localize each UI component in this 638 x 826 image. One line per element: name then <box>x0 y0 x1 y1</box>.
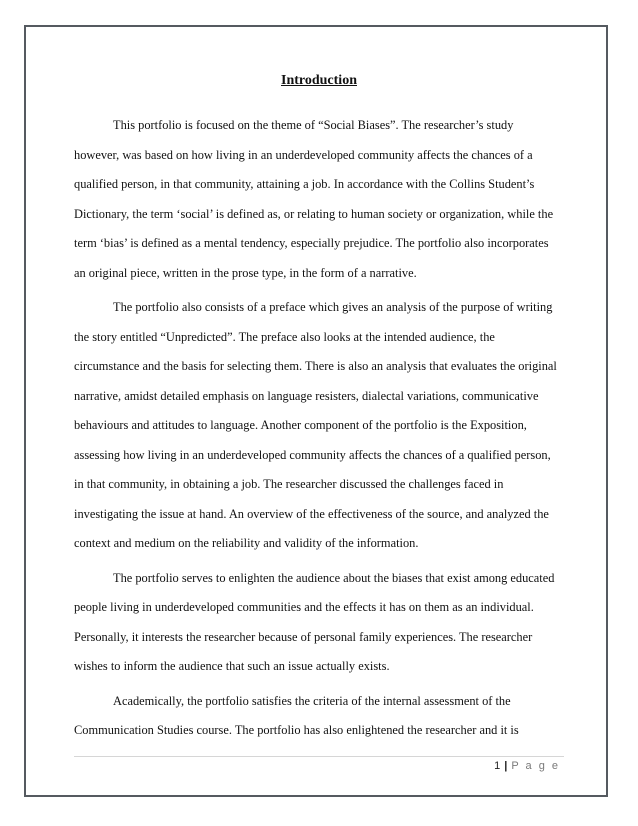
paragraph-line: The portfolio also consists of a preface which gives an analysis of the purpose of writing <box>113 300 553 314</box>
paragraph <box>74 111 564 288</box>
paragraph-line: behaviours and attitudes to language. Another component of the portfolio is the Exposition, <box>74 418 527 432</box>
paragraph-line: This portfolio is focused on the theme of “Social Biases”. The researcher’s study <box>113 118 514 132</box>
paragraph-line: people living in underdeveloped communities and the effects it has on them as an individual. <box>74 600 534 614</box>
paragraph-line: qualified person, in that community, attaining a job. In accordance with the Collins Student’s <box>74 177 535 191</box>
paragraph-line: circumstance and the basis for selecting them. There is also an analysis that evaluates the original <box>74 359 557 373</box>
paragraph-line: in that community, in obtaining a job. The researcher discussed the challenges faced in <box>74 477 504 491</box>
document-title: Introduction <box>281 73 357 88</box>
footer-divider <box>74 756 564 757</box>
paragraph-line: the story entitled “Unpredicted”. The preface also looks at the intended audience, the <box>74 329 495 344</box>
paragraph-line: an original piece, written in the prose type, in the form of a narrative. <box>74 265 417 280</box>
page-footer <box>494 760 560 772</box>
paragraph-line: Communication Studies course. The portfolio has also enlightened the researcher and it is <box>74 723 519 737</box>
paragraph-line: however, was based on how living in an underdeveloped community affects the chances of a <box>74 147 533 162</box>
footer-separator: | <box>504 760 509 772</box>
paragraph <box>74 293 564 559</box>
paragraph-line: wishes to inform the audience that such an issue actually exists. <box>74 659 390 673</box>
paragraph <box>74 687 564 746</box>
paragraph-line: The portfolio serves to enlighten the audience about the biases that exist among educated <box>113 570 555 585</box>
paragraph-line: narrative, amidst detailed emphasis on language resisters, dialectal variations, communicative <box>74 388 539 403</box>
page-number: 1 <box>494 760 502 772</box>
document-body <box>74 72 564 751</box>
paragraph-line: term ‘bias’ is defined as a mental tendency, especially prejudice. The portfolio also incorporates <box>74 236 549 250</box>
paragraph-line: assessing how living in an underdeveloped community affects the chances of a qualified person, <box>74 447 551 462</box>
paragraph-line: Dictionary, the term ‘social’ is defined as, or relating to human society or organization, while the <box>74 206 554 221</box>
paragraph <box>74 564 564 682</box>
paragraph-line: context and medium on the reliability and validity of the information. <box>74 536 419 550</box>
paragraph-line: investigating the issue at hand. An overview of the effectiveness of the source, and analyzed the <box>74 506 549 521</box>
page-label: P a g e <box>511 760 560 772</box>
paragraph-line: Personally, it interests the researcher because of personal family experiences. The researcher <box>74 629 533 644</box>
paragraph-container <box>74 111 564 746</box>
paragraph-line: Academically, the portfolio satisfies the criteria of the internal assessment of the <box>113 693 511 708</box>
